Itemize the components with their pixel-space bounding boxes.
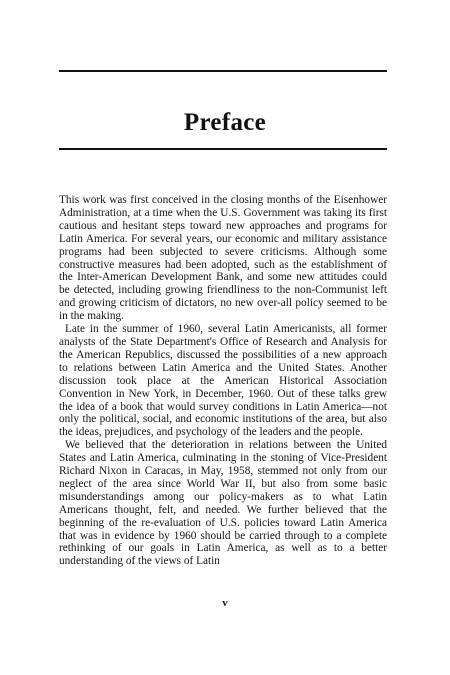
paragraph: This work was first conceived in the closing months of the Eisenhower Administration, at a time when the U.S. Government was taking its first cautious and hesitant steps toward new approaches and programs for Latin America. For several years, our economic and military assistance programs had been subjected to severe criticisms. Although some constructive measures had been adopted, such as the establishment of the Inter-American Development Bank, and some new attitudes could be detected, including growing friendliness to the non-Communist left and growing criticism of dictators, no new over-all policy seemed to be in the making. <box>59 194 387 323</box>
paragraph: We believed that the deterioration in relations between the United States and Latin America, culminating in the stoning of Vice-President Richard Nixon in Caracas, in May, 1958, stemmed not only from our neglect of the area since World War II, but also from some basic misunderstandings among our policy-makers as to what Latin Americans thought, felt, and needed. We further believed that the beginning of the re-evaluation of U.S. policies toward Latin America that was in evidence by 1960 should be carried through to a complete rethinking of our goals in Latin America, as well as to a better understanding of the views of Latin <box>59 439 387 568</box>
page-title: Preface <box>183 108 267 136</box>
top-rule <box>59 70 387 72</box>
preface-body <box>59 194 387 568</box>
bottom-rule <box>59 148 387 150</box>
page-number: v <box>222 597 228 609</box>
paragraph: Late in the summer of 1960, several Latin Americanists, all former analysts of the State Department's Office of Research and Analysis for the American Republics, discussed the possibilities of a new approach to relations between Latin America and the United States. Another discussion took place at the American Historical Association Convention in New York, in December, 1960. Out of these talks grew the idea of a book that would survey conditions in Latin America—not only the political, social, and economic institutions of the area, but also the ideas, prejudices, and psychology of the leaders and the people. <box>59 323 387 439</box>
